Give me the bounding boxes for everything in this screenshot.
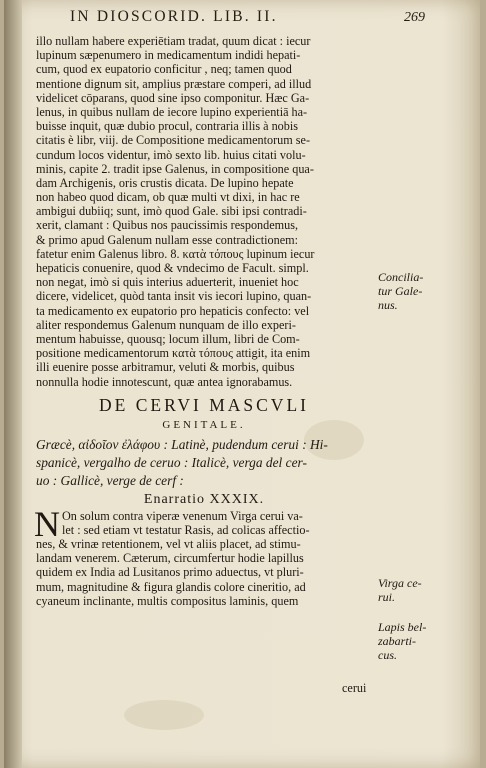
text-line: landam venerem. Cæterum, circumfertur hodie lapillus [36, 551, 304, 566]
text-line: spanicè, vergalho de ceruo : Italicè, verga del cer- [36, 454, 307, 470]
text-line: cundum locos videntur, imò sexto lib. huius citati volu- [36, 147, 306, 162]
section-subtitle: GENITALE. [162, 418, 246, 431]
enarratio-heading: Enarratio XXXIX. [143, 491, 265, 507]
text-line: citatis è libr, viij. de Compositione medicamentorum se- [36, 133, 311, 148]
text-line: mentione dignum sit, amplius præstare comperi, ad illud [36, 76, 312, 91]
main-text-column [36, 34, 372, 608]
text-line: let : sed etiam vt testatur Rasis, ad colicas affectio- [62, 522, 310, 537]
drop-cap: N [34, 503, 60, 544]
marginal-note-lapis: Lapis bel- zabarti- cus. [378, 620, 427, 662]
text-line: positione medicamentorum κατὰ τόπους attigit, ita enim [36, 346, 311, 361]
text-line: videlicet cōparans, quod sine ipso componitur. Hæc Ga- [36, 90, 310, 105]
text-line: ta medicamento ex eupatorio pro hepaticis confecto: vel [36, 303, 310, 318]
text-line: non negat, imò si quis interius aduerterit, inueniet hoc [36, 275, 299, 290]
marginal-note-virga: Virga ce- rui. [378, 576, 422, 604]
text-line: nonnulla hodie innotescunt, quæ antea ignorabamus. [36, 374, 293, 389]
text-line: quidem ex India ad Lusitanos primo aduectus, vt pluri- [36, 565, 304, 580]
text-line: minis, capite 2. tradit ipse Galenus, in compositione qua- [36, 161, 314, 176]
section-title: DE CERVI MASCVLI [99, 394, 309, 415]
text-line: cum, quod ex eupatorio conficitur , neq; tamen quod [36, 62, 292, 77]
page-number: 269 [404, 10, 425, 25]
text-line: dicere, videlicet, quòd tanta insit vis iecori lupino, quan- [36, 289, 312, 304]
text-line: uo : Gallicè, verge de cerf : [36, 472, 184, 488]
text-line: non habeo quod dicam, ob quæ multi vt dixi, in hac re [36, 190, 300, 205]
synonyms-block [36, 436, 372, 490]
catchword: cerui [342, 681, 367, 695]
text-line: nes, & vrinæ retentionem, vel vt aliis placet, ad stimu- [36, 537, 301, 552]
paragraph-2 [34, 503, 372, 608]
binding-gutter [4, 0, 22, 768]
text-line: illi euenire posse arbitramur, veluti & morbis, quibus [36, 360, 295, 375]
text-line: fatetur enim Galenus libro. 8. κατὰ τόπους lupinum iecur [36, 246, 315, 261]
text-line: lenus, in quibus nullam de iecore lupino experientiā ha- [36, 104, 308, 119]
text-line: xerit, clamant : Quibus nos paucissimis respondemus, [36, 218, 298, 233]
text-line: illo nullam habere experiētiam tradat, quum dicat : iecur [36, 34, 311, 48]
text-line: On solum contra viperæ venenum Virga cerui va- [62, 508, 303, 523]
paragraph-1 [36, 34, 372, 389]
text-line: hepaticis conuenire, quod & vndecimo de Facult. simpl. [36, 261, 309, 275]
text-line: dam Archigenis, oris crustis dicata. De lupino hepate [36, 175, 294, 190]
text-line: ambigui dubiiq; sunt, imò quod Gale. sibi ipsi contradi- [36, 204, 307, 219]
text-line: lupinum sæpenumero in medicamentum indidi hepati- [36, 48, 301, 63]
marginal-note-galenus: Concilia- tur Gale- nus. [378, 270, 424, 312]
text-line: cyaneum inclinante, multis compositus laminis, quem [36, 593, 299, 608]
text-line: mum, magnitudine & figura glandis colore cineritio, ad [36, 579, 306, 594]
paper-stain [124, 700, 204, 730]
text-line: mentum habuisse, quousq; locum illum, libri de Com- [36, 331, 300, 346]
text-line: Græcè, αἰδοῖον ἐλάφου : Latinè, pudendum cerui : Hi- [36, 436, 328, 452]
running-header: IN DIOSCORID. LIB. II. [70, 8, 278, 25]
text-line: aliter respondemus Galenum nunquam de illo experi- [36, 317, 296, 332]
text-line: & primo apud Galenum nullam esse contradictionem: [36, 232, 298, 247]
text-line: buisse inquit, quæ dubio procul, contraria illis à nobis [36, 119, 299, 134]
